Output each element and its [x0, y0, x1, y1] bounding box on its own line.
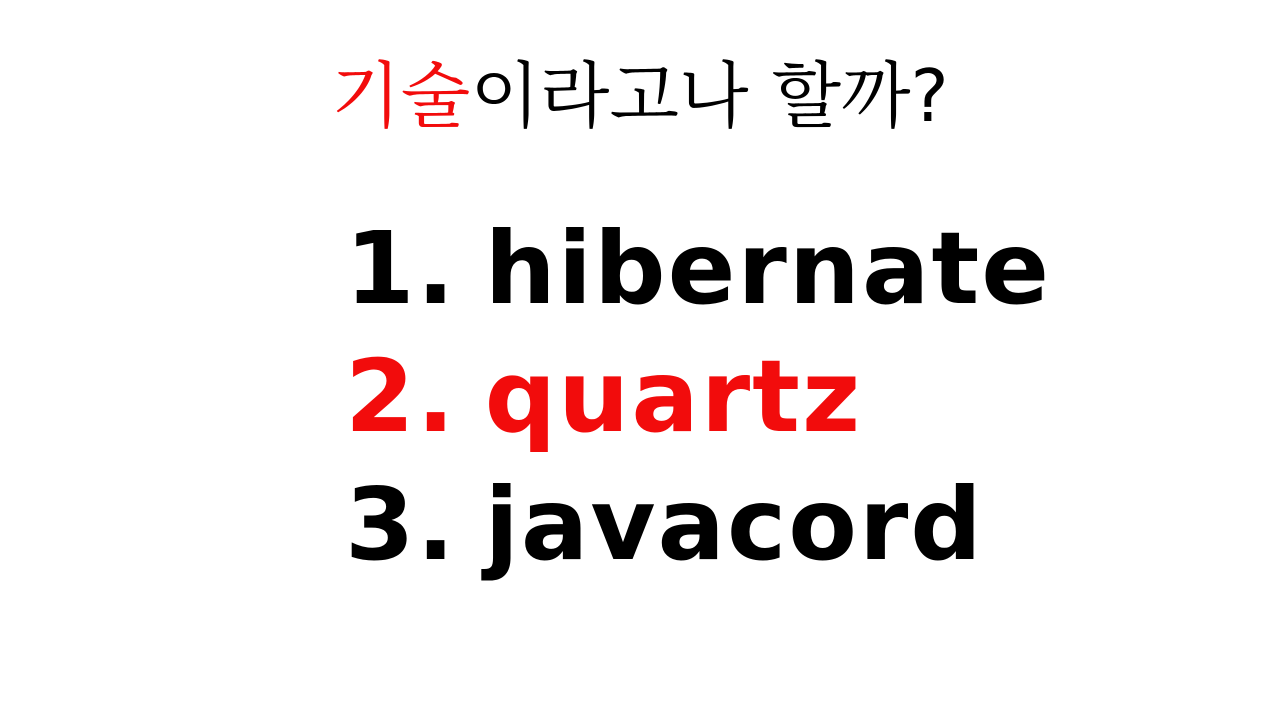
option-number: 3. — [345, 466, 457, 583]
title-highlight: 기술 — [331, 54, 471, 138]
title-rest: 이라고나 할까? — [470, 54, 949, 138]
option-label: quartz — [484, 338, 863, 455]
option-item-3 — [345, 461, 1051, 589]
option-list — [345, 205, 1051, 589]
slide-title — [0, 46, 1280, 146]
option-label: hibernate — [484, 210, 1052, 327]
option-number: 2. — [345, 338, 457, 455]
option-label: javacord — [484, 466, 984, 583]
option-number: 1. — [345, 210, 457, 327]
option-item-2 — [345, 333, 1051, 461]
option-item-1 — [345, 205, 1051, 333]
